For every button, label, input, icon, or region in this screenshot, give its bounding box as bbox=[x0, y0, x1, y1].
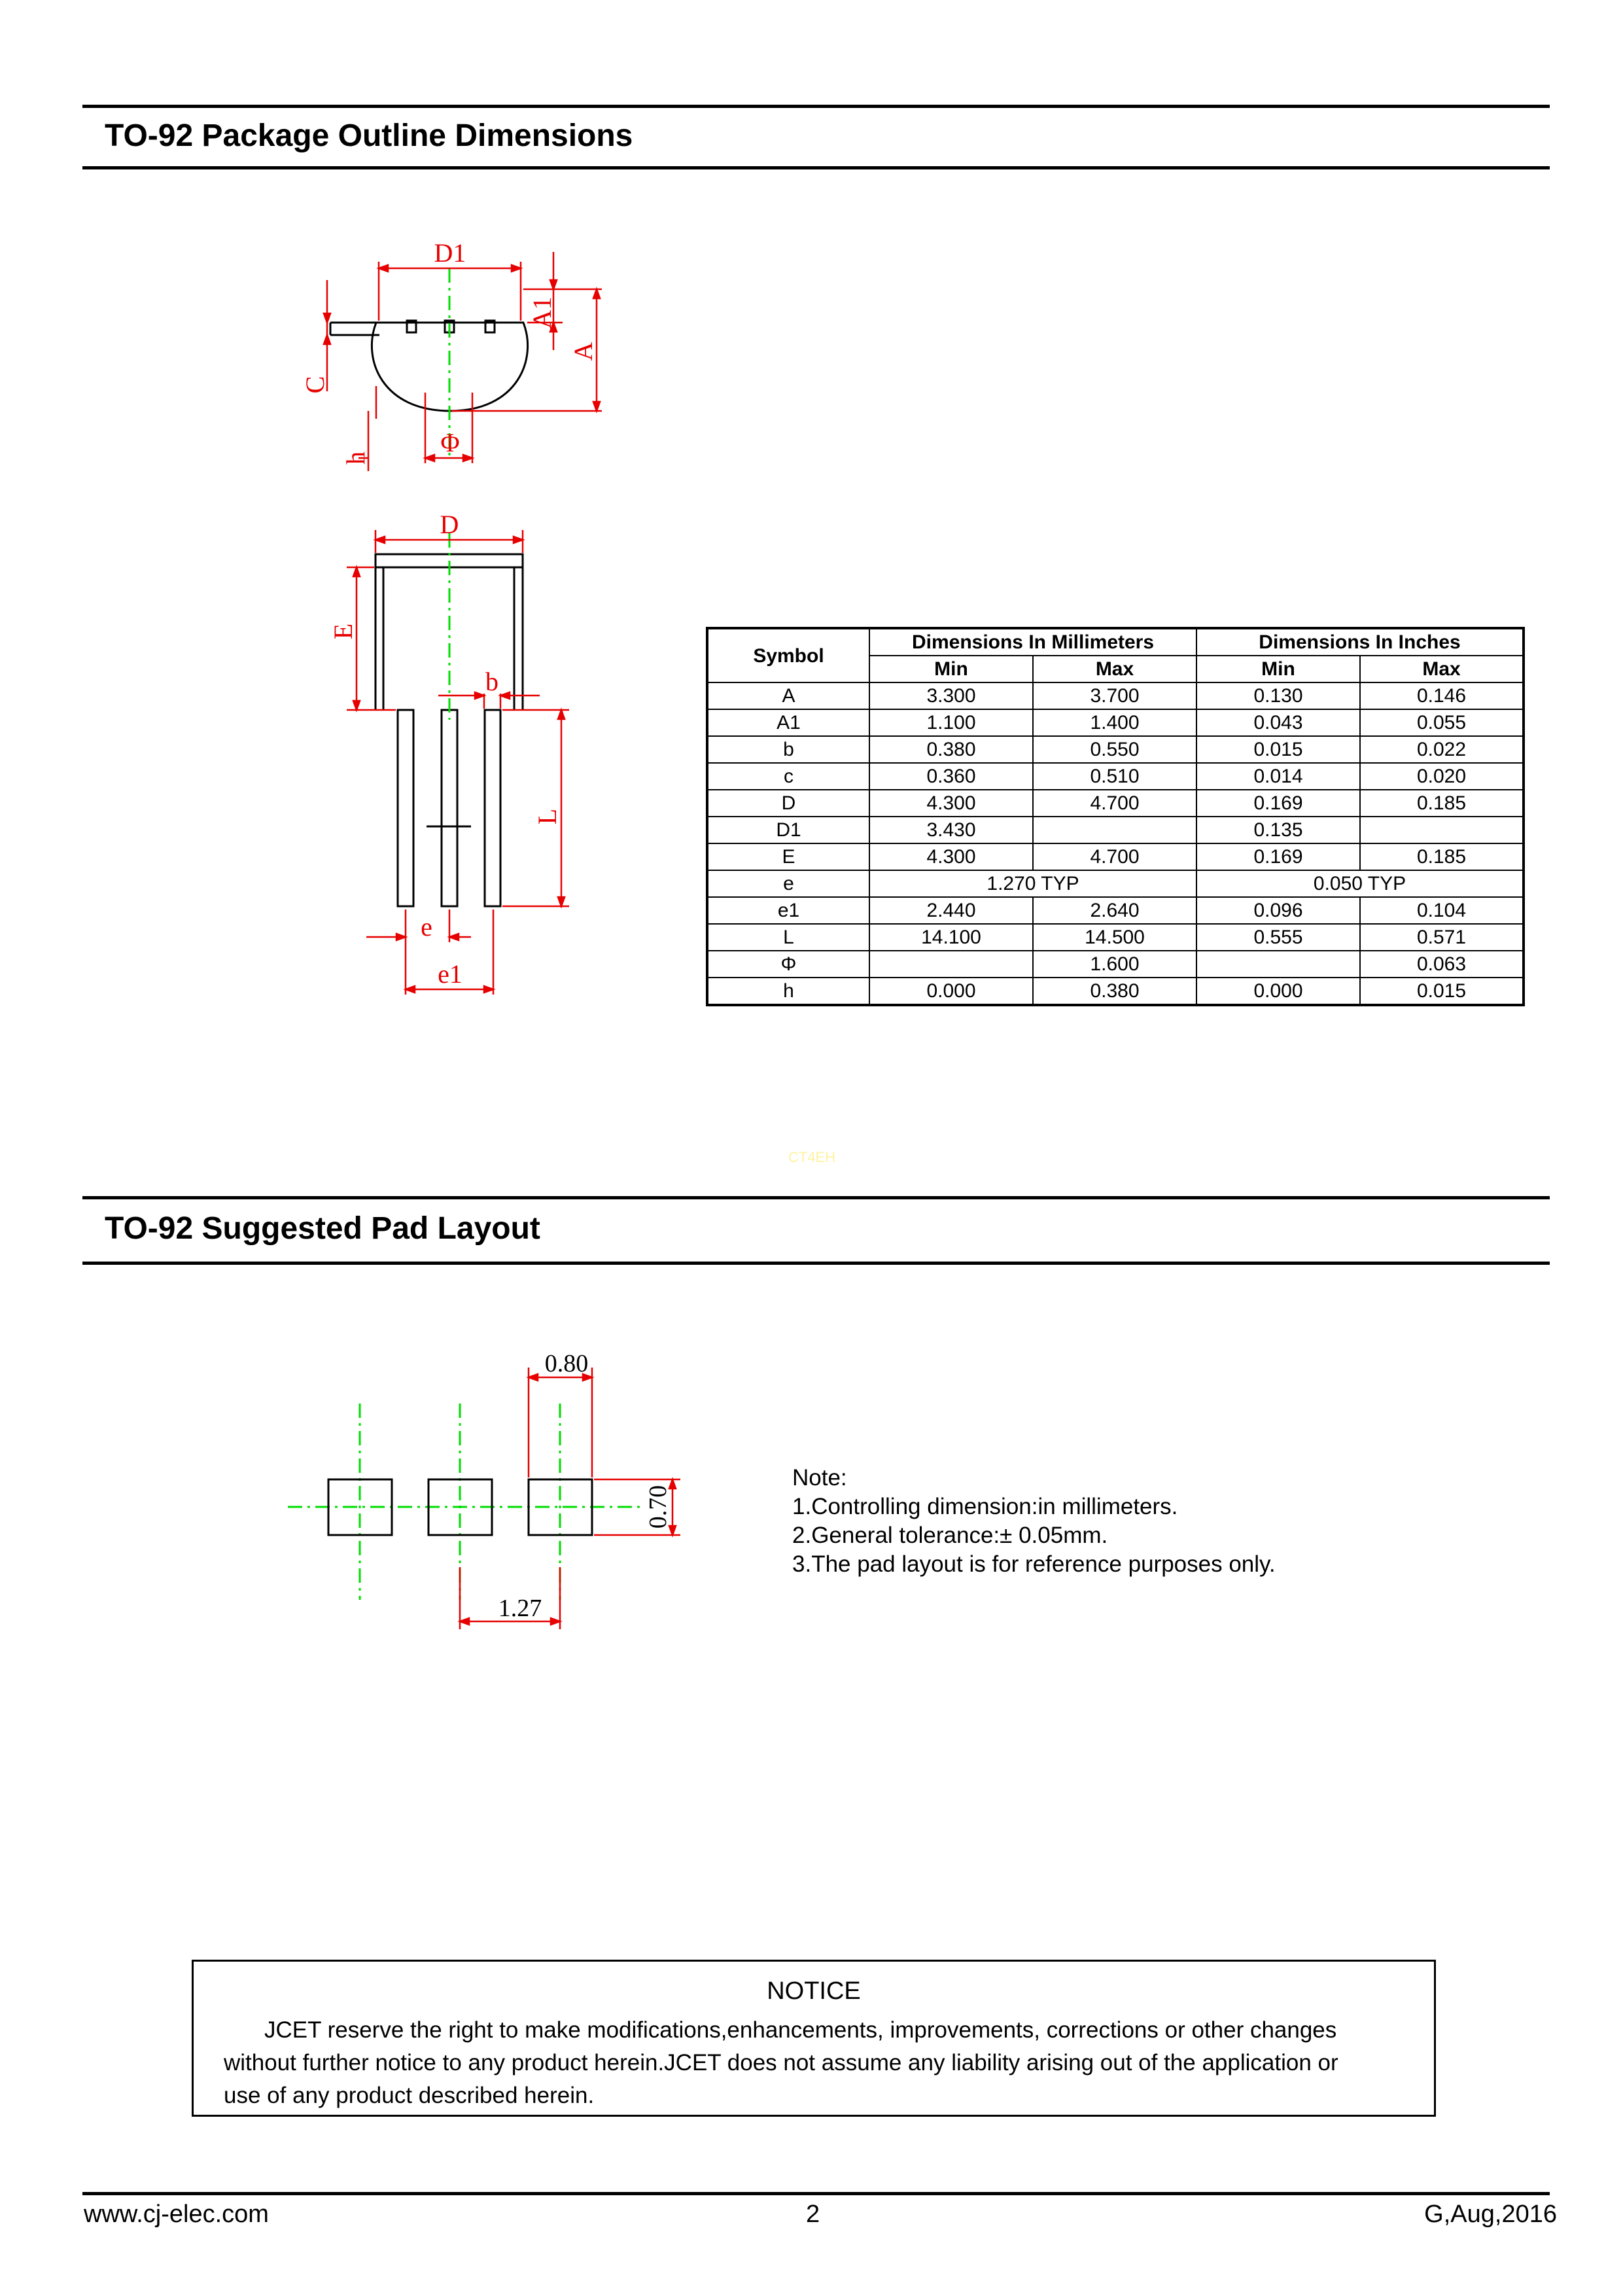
cell-in-max: 0.015 bbox=[1360, 978, 1524, 1005]
cell-mm-max: 0.380 bbox=[1033, 978, 1196, 1005]
label-D: D bbox=[440, 510, 459, 539]
cell-symbol: Φ bbox=[707, 951, 869, 978]
cell-mm-max: 14.500 bbox=[1033, 924, 1196, 951]
label-A1: A1 bbox=[527, 296, 557, 329]
cell-mm-min: 2.440 bbox=[869, 897, 1033, 924]
cell-mm-min: 3.430 bbox=[869, 817, 1033, 843]
cell-symbol: h bbox=[707, 978, 869, 1005]
cell-mm-min: 0.360 bbox=[869, 763, 1033, 790]
cell-in-max: 0.185 bbox=[1360, 843, 1524, 870]
label-L: L bbox=[532, 808, 562, 825]
label-b: b bbox=[485, 667, 498, 696]
header-mm-max: Max bbox=[1033, 656, 1196, 682]
cell-mm-max: 0.510 bbox=[1033, 763, 1196, 790]
watermark: CT4EH bbox=[788, 1149, 836, 1165]
note-line: 1.Controlling dimension:in millimeters. bbox=[792, 1494, 1178, 1519]
cell-mm-min: 0.380 bbox=[869, 736, 1033, 763]
cell-mm-min: 14.100 bbox=[869, 924, 1033, 951]
cell-mm-min: 0.000 bbox=[869, 978, 1033, 1005]
cell-mm-typ: 1.270 TYP bbox=[869, 870, 1196, 897]
cell-mm-max: 1.400 bbox=[1033, 709, 1196, 736]
cell-mm-max: 4.700 bbox=[1033, 790, 1196, 817]
cell-in-min: 0.096 bbox=[1196, 897, 1360, 924]
cell-in-max: 0.022 bbox=[1360, 736, 1524, 763]
cell-symbol: b bbox=[707, 736, 869, 763]
footer-revision: G,Aug,2016 bbox=[1424, 2200, 1557, 2228]
note-title: Note: bbox=[792, 1465, 847, 1491]
header-in-max: Max bbox=[1360, 656, 1524, 682]
cell-in-min: 0.555 bbox=[1196, 924, 1360, 951]
cell-mm-max: 4.700 bbox=[1033, 843, 1196, 870]
cell-mm-max: 3.700 bbox=[1033, 682, 1196, 709]
section-title-outline: TO-92 Package Outline Dimensions bbox=[105, 118, 633, 153]
cell-in-max: 0.104 bbox=[1360, 897, 1524, 924]
cell-in-min: 0.015 bbox=[1196, 736, 1360, 763]
label-phi: Φ bbox=[440, 428, 460, 457]
notice-line: JCET reserve the right to make modifications,enhancements, improvements, corrections or other changes bbox=[264, 2017, 1337, 2043]
cell-symbol: A bbox=[707, 682, 869, 709]
cell-mm-max: 1.600 bbox=[1033, 951, 1196, 978]
cell-mm-max: 2.640 bbox=[1033, 897, 1196, 924]
cell-symbol: e bbox=[707, 870, 869, 897]
footer-rule bbox=[82, 2192, 1550, 2195]
cell-symbol: E bbox=[707, 843, 869, 870]
footer-website: www.cj-elec.com bbox=[84, 2200, 269, 2228]
cell-mm-max: 0.550 bbox=[1033, 736, 1196, 763]
cell-mm-min: 1.100 bbox=[869, 709, 1033, 736]
label-C: C bbox=[300, 376, 330, 394]
cell-mm-min: 4.300 bbox=[869, 843, 1033, 870]
cell-in-max: 0.055 bbox=[1360, 709, 1524, 736]
header-mm-min: Min bbox=[869, 656, 1033, 682]
cell-in-min: 0.169 bbox=[1196, 790, 1360, 817]
label-h: h bbox=[341, 451, 370, 465]
notice-line: use of any product described herein. bbox=[224, 2083, 595, 2108]
cell-symbol: A1 bbox=[707, 709, 869, 736]
cell-in-max: 0.063 bbox=[1360, 951, 1524, 978]
label-A: A bbox=[568, 342, 598, 361]
cell-in-min: 0.043 bbox=[1196, 709, 1360, 736]
label-e1: e1 bbox=[438, 959, 462, 989]
cell-in-min: 0.130 bbox=[1196, 682, 1360, 709]
cell-in-min: 0.135 bbox=[1196, 817, 1360, 843]
cell-symbol: D1 bbox=[707, 817, 869, 843]
header-inches: Dimensions In Inches bbox=[1196, 628, 1524, 656]
cell-in-max: 0.185 bbox=[1360, 790, 1524, 817]
cell-symbol: L bbox=[707, 924, 869, 951]
cell-mm-min: 3.300 bbox=[869, 682, 1033, 709]
cell-in-max: 0.146 bbox=[1360, 682, 1524, 709]
footer-page-number: 2 bbox=[806, 2200, 820, 2228]
notice-box bbox=[192, 1960, 1436, 2117]
pad-width-label: 0.80 bbox=[544, 1350, 589, 1377]
cell-symbol: e1 bbox=[707, 897, 869, 924]
cell-in-min: 0.014 bbox=[1196, 763, 1360, 790]
cell-in-typ: 0.050 TYP bbox=[1196, 870, 1524, 897]
cell-symbol: D bbox=[707, 790, 869, 817]
cell-in-min: 0.169 bbox=[1196, 843, 1360, 870]
cell-in-max: 0.571 bbox=[1360, 924, 1524, 951]
header-mm: Dimensions In Millimeters bbox=[869, 628, 1196, 656]
note-line: 2.General tolerance:± 0.05mm. bbox=[792, 1523, 1108, 1548]
label-D1: D1 bbox=[434, 238, 466, 268]
cell-symbol: c bbox=[707, 763, 869, 790]
cell-in-min: 0.000 bbox=[1196, 978, 1360, 1005]
header-in-min: Min bbox=[1196, 656, 1360, 682]
pad-pitch-label: 1.27 bbox=[498, 1595, 542, 1622]
section-title-pad-layout: TO-92 Suggested Pad Layout bbox=[105, 1211, 540, 1246]
label-e: e bbox=[421, 912, 432, 942]
header-symbol: Symbol bbox=[707, 628, 869, 682]
notice-line: without further notice to any product herein.JCET does not assume any liability arising out of the application or bbox=[224, 2050, 1338, 2075]
note-block bbox=[792, 1464, 1276, 1579]
cell-mm-min: 4.300 bbox=[869, 790, 1033, 817]
pad-height-label: 0.70 bbox=[644, 1485, 672, 1529]
cell-in-max: 0.020 bbox=[1360, 763, 1524, 790]
notice-body bbox=[224, 2014, 1408, 2112]
label-E: E bbox=[328, 623, 358, 640]
notice-title: NOTICE bbox=[767, 1977, 861, 2005]
note-line: 3.The pad layout is for reference purposes only. bbox=[792, 1551, 1276, 1577]
